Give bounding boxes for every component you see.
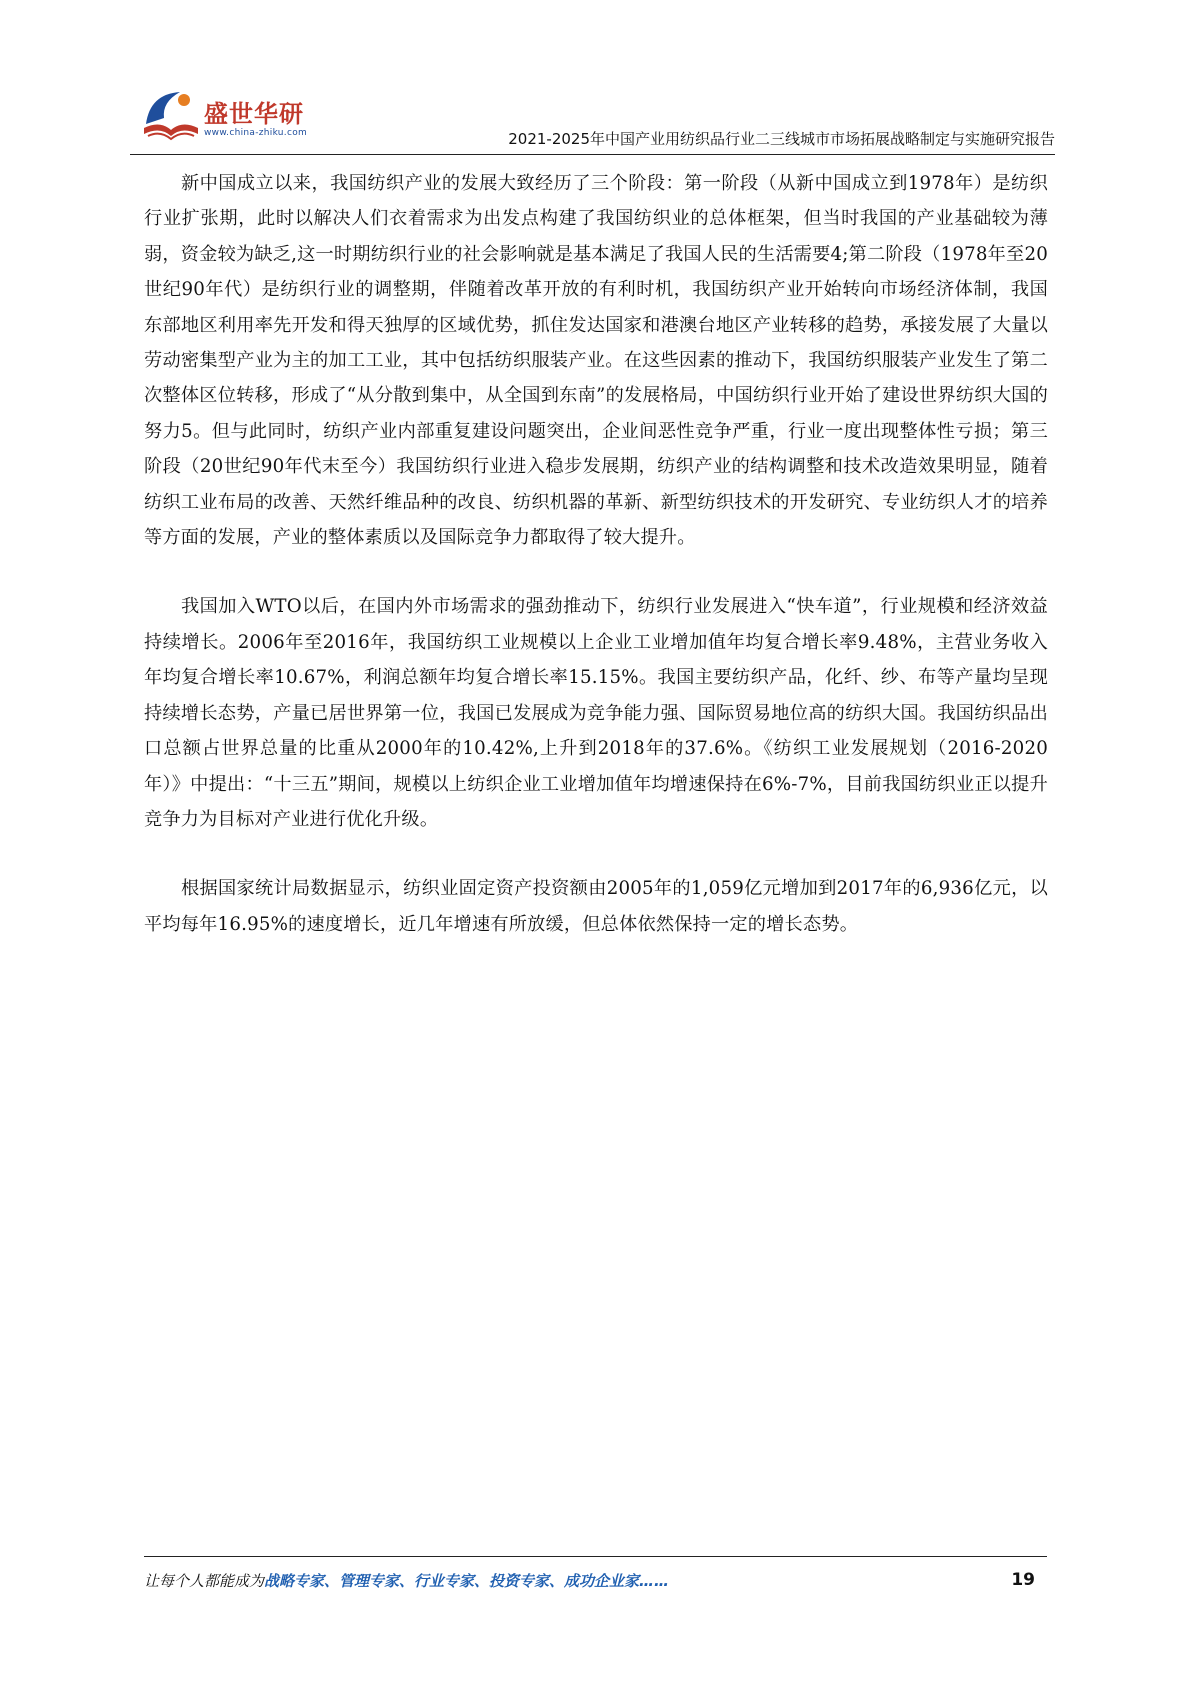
footer-slogan-highlight: 战略专家、管理专家、行业专家、投资专家、成功企业家…… bbox=[264, 1572, 670, 1590]
page-header bbox=[130, 76, 1055, 156]
page-number: 19 bbox=[1011, 1570, 1035, 1590]
paragraph: 根据国家统计局数据显示，纺织业固定资产投资额由2005年的1,059亿元增加到2017年的6,936亿元，以平均每年16.95%的速度增长，近几年增速有所放缓，但总体依然保持一定的增长态势。 bbox=[144, 878, 1048, 935]
report-title: 2021-2025年中国产业用纺织品行业二三线城市市场拓展战略制定与实施研究报告 bbox=[508, 130, 1055, 148]
paragraph: 我国加入WTO以后，在国内外市场需求的强劲推动下，纺织行业发展进入“快车道”，行业规模和经济效益持续增长。2006年至2016年，我国纺织工业规模以上企业工业增加值年均复合增长率9.48%，主营业务收入年均复合增长率10.67%，利润总额年均复合增长率15.15%。我国主要纺织产品，化纤、纱、布等产量均呈现持续增长态势，产量已居世界第一位，我国已发展成为竞争能力强、国际贸易地位高的纺织大国。我国纺织品出口总额占世界总量的比重从2000年的10.42%,上升到2018年的37.6%。《纺织工业发展规划（2016-2020年）》中提出：“十三五”期间，规模以上纺织企业工业增加值年均增速保持在6%-7%，目前我国纺织业正以提升竞争力为目标对产业进行优化升级。 bbox=[144, 596, 1048, 830]
footer-slogan-lead: 让每个人都能成为 bbox=[144, 1572, 265, 1590]
company-logo bbox=[140, 84, 360, 144]
main-content bbox=[144, 166, 1048, 976]
logo-name: 盛世华研 bbox=[204, 100, 304, 128]
page-footer bbox=[144, 1570, 1047, 1594]
logo-url: www.china-zhiku.com bbox=[204, 128, 308, 138]
logo-emblem-icon bbox=[140, 84, 202, 146]
paragraph: 新中国成立以来，我国纺织产业的发展大致经历了三个阶段：第一阶段（从新中国成立到1978年）是纺织行业扩张期，此时以解决人们衣着需求为出发点构建了我国纺织业的总体框架，但当时我国的产业基础较为薄弱，资金较为缺乏,这一时期纺织行业的社会影响就是基本满足了我国人民的生活需要4;第二阶段（1978年至20世纪90年代）是纺织行业的调整期，伴随着改革开放的有利时机，我国纺织产业开始转向市场经济体制，我国东部地区利用率先开发和得天独厚的区域优势，抓住发达国家和港澳台地区产业转移的趋势，承接发展了大量以劳动密集型产业为主的加工工业，其中包括纺织服装产业。在这些因素的推动下，我国纺织服装产业发生了第二次整体区位转移，形成了“从分散到集中，从全国到东南”的发展格局，中国纺织行业开始了建设世界纺织大国的努力5。但与此同时，纺织产业内部重复建设问题突出，企业间恶性竞争严重，行业一度出现整体性亏损；第三阶段（20世纪90年代末至今）我国纺织行业进入稳步发展期，纺织产业的结构调整和技术改造效果明显，随着纺织工业布局的改善、天然纤维品种的改良、纺织机器的革新、新型纺织技术的开发研究、专业纺织人才的培养等方面的发展，产业的整体素质以及国际竞争力都取得了较大提升。 bbox=[144, 173, 1048, 549]
header-divider bbox=[130, 154, 1055, 155]
footer-divider bbox=[144, 1556, 1047, 1557]
